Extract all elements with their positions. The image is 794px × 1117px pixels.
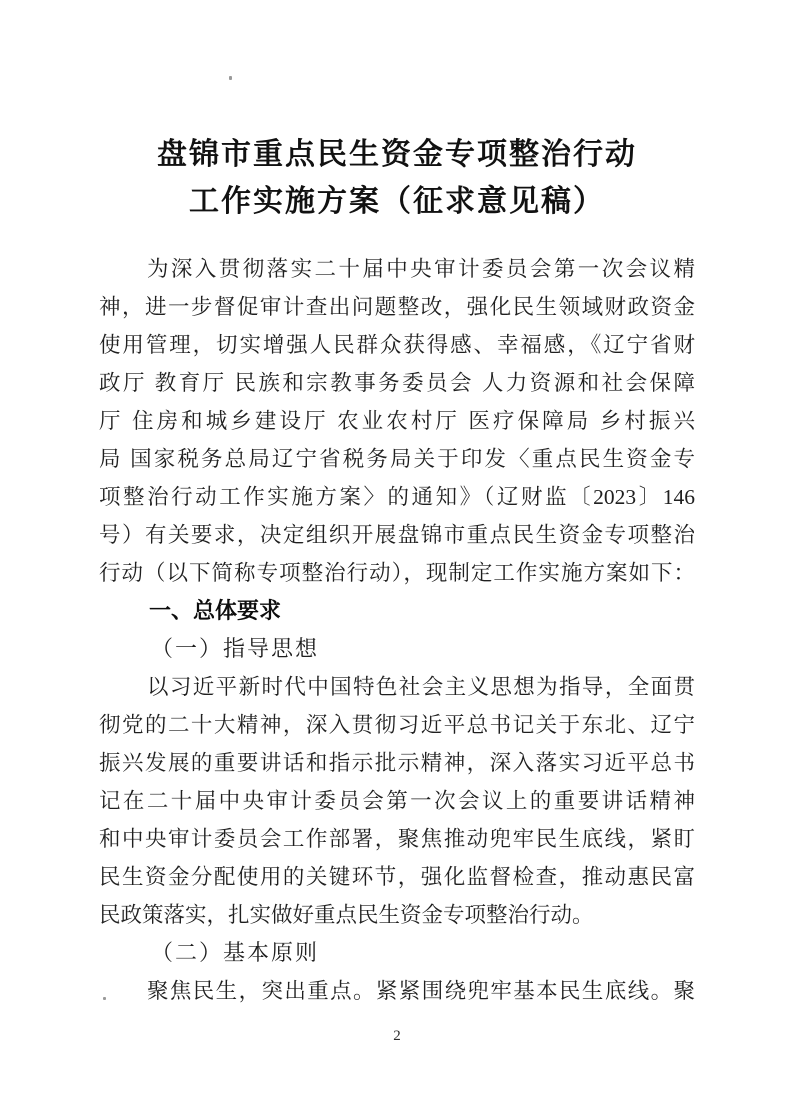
subsection-heading: （二）基本原则 — [151, 940, 320, 965]
section-heading: 一、总体要求 — [149, 598, 282, 623]
body-line: 行动（以下简称专项整治行动），现制定工作实施方案如下： — [99, 561, 695, 585]
body-line: 民生资金分配使用的关键环节，强化监督检查，推动惠民富 — [99, 865, 695, 889]
body-line: 以习近平新时代中国特色社会主义思想为指导，全面贯 — [147, 675, 695, 699]
page-number: 2 — [393, 1028, 401, 1044]
body-line: 使用管理，切实增强人民群众获得感、幸福感，《辽宁省财 — [99, 333, 695, 357]
body-line: 号）有关要求，决定组织开展盘锦市重点民生资金专项整治 — [99, 523, 695, 547]
document-title-line-1: 盘锦市重点民生资金专项整治行动 — [157, 138, 637, 171]
body-line: 项整治行动工作实施方案〉的通知》（辽财监〔2023〕146 — [99, 485, 695, 509]
scan-speck — [103, 997, 106, 1000]
subsection-heading: （一）指导思想 — [151, 636, 320, 661]
body-line: 厅 住房和城乡建设厅 农业农村厅 医疗保障局 乡村振兴 — [99, 409, 695, 433]
body-line: 局 国家税务总局辽宁省税务局关于印发〈重点民生资金专 — [99, 447, 695, 471]
body-line: 和中央审计委员会工作部署，聚焦推动兜牢民生底线，紧盯 — [99, 827, 695, 851]
scan-speck — [229, 76, 232, 80]
document-body — [99, 250, 695, 1010]
body-line: 政厅 教育厅 民族和宗教事务委员会 人力资源和社会保障 — [99, 371, 695, 395]
document-title — [0, 131, 794, 225]
body-line: 彻党的二十大精神，深入贯彻习近平总书记关于东北、辽宁 — [99, 713, 695, 737]
body-line: 振兴发展的重要讲话和指示批示精神，深入落实习近平总书 — [99, 751, 695, 775]
body-line: 记在二十届中央审计委员会第一次会议上的重要讲话精神 — [99, 789, 695, 813]
body-line: 聚焦民生，突出重点。紧紧围绕兜牢基本民生底线。聚 — [147, 979, 695, 1003]
body-line: 为深入贯彻落实二十届中央审计委员会第一次会议精 — [147, 257, 695, 281]
body-line: 民政策落实，扎实做好重点民生资金专项整治行动。 — [99, 903, 594, 927]
document-title-line-2: 工作实施方案（征求意见稿） — [189, 185, 605, 218]
body-line: 神，进一步督促审计查出问题整改，强化民生领域财政资金 — [99, 295, 695, 319]
